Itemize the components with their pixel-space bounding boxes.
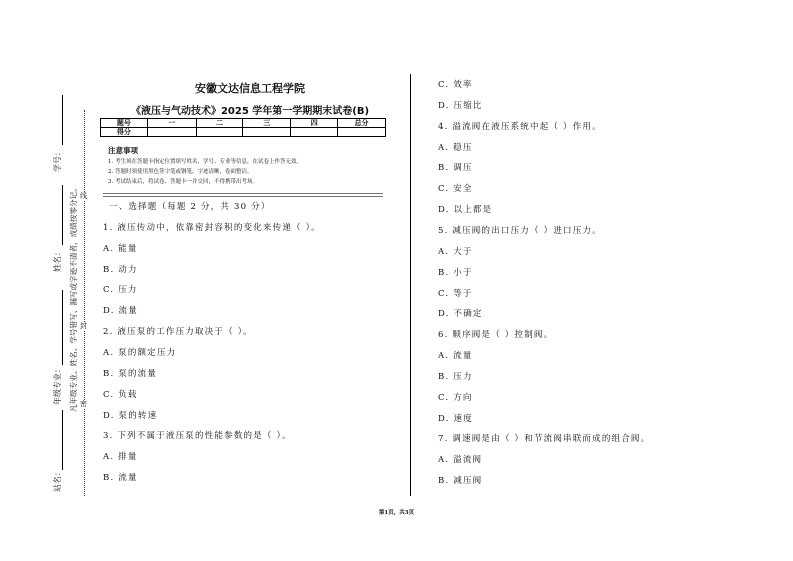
site-line [62, 410, 63, 470]
student-id-line [62, 95, 63, 145]
column-divider [410, 74, 411, 496]
question-stem: 3. 下列不属于液压泵的性能参数的是（ ）。 [103, 431, 292, 442]
seal-mi: 密 [80, 400, 87, 408]
answer-option: D. 速度 [438, 413, 473, 424]
answer-option: A. 泵的额定压力 [103, 347, 177, 358]
answer-option: C. 方向 [438, 392, 473, 403]
score-cell [196, 128, 243, 137]
seal-dotted-line [84, 110, 85, 496]
answer-option: D. 压缩比 [438, 100, 483, 111]
answer-option: C. 负载 [103, 389, 138, 400]
notice-item: 1. 考生须在答题卡指定位置填写姓名、学号、专业等信息，在试卷上作答无效。 [108, 159, 302, 165]
score-cell [291, 128, 338, 137]
answer-option: C. 安全 [438, 184, 473, 195]
question-stem: 1. 液压传动中，依靠密封容积的变化来传递（ ）。 [103, 222, 321, 233]
answer-option: B. 调压 [438, 163, 473, 174]
answer-option: C. 效率 [438, 80, 473, 90]
question-stem: 5. 减压阀的出口压力（ ）进口压力。 [438, 225, 602, 236]
answer-option: B. 小于 [438, 267, 473, 278]
score-header-cell: 总分 [338, 119, 386, 128]
question-stem: 6. 顺序阀是（ ）控制阀。 [438, 330, 554, 341]
seal-feng: 封 [80, 322, 87, 330]
score-header-cell: 题号 [101, 119, 148, 128]
answer-option: B. 泵的流量 [103, 368, 158, 379]
major-line [62, 290, 63, 365]
double-rule [103, 193, 383, 197]
answer-option: D. 流量 [103, 306, 138, 317]
school-name: 安徽文达信息工程学院 [195, 82, 305, 95]
answer-option: C. 压力 [103, 285, 138, 296]
exam-title: 《液压与气动技术》2025 学年第一学期期末试卷(B) [130, 106, 370, 117]
question-stem: 4. 溢流阀在液压系统中起（ ）作用。 [438, 121, 602, 132]
notice-item: 2. 答题时须使用黑色签字笔或钢笔，字迹清晰，卷面整洁。 [108, 169, 253, 175]
label-site: 站名： [53, 468, 62, 492]
answer-option: A. 稳压 [438, 142, 473, 153]
answer-option: A. 流量 [438, 351, 473, 362]
notice-title: 注意事项 [108, 146, 138, 155]
score-cell [338, 128, 386, 137]
seal-xian: 线 [80, 192, 87, 200]
score-header-cell: 三 [243, 119, 291, 128]
answer-option: C. 等于 [438, 288, 473, 299]
score-label-cell: 得分 [101, 128, 148, 137]
question-stem: 2. 液压泵的工作压力取决于（ ）。 [103, 327, 253, 338]
label-student-id: 学号： [53, 148, 62, 172]
score-header-cell: 一 [147, 119, 196, 128]
score-cell [243, 128, 291, 137]
section-heading: 一、选择题（每题 2 分，共 30 分） [109, 202, 271, 212]
answer-option: B. 流量 [103, 473, 138, 484]
answer-option: B. 压力 [438, 371, 473, 382]
score-table [100, 118, 386, 137]
score-header-cell: 四 [291, 119, 338, 128]
page-number: 第1页，共3页 [378, 510, 415, 516]
label-name: 姓名： [53, 248, 62, 272]
answer-option: A. 排量 [103, 452, 138, 463]
answer-option: A. 溢流阀 [438, 455, 483, 466]
notice-item: 3. 考试结束后，将试卷、答题卡一并交回，不得携带出考场。 [108, 179, 258, 185]
answer-option: B. 动力 [103, 264, 138, 275]
answer-option: A. 能量 [103, 243, 138, 254]
answer-option: D. 泵的转速 [103, 410, 158, 421]
question-stem: 7. 调速阀是由（ ）和节流阀串联而成的组合阀。 [438, 434, 651, 445]
answer-option: D. 以上都是 [438, 205, 493, 216]
answer-option: A. 大于 [438, 246, 473, 257]
label-major: 年级专业： [53, 365, 62, 405]
binding-warning: 凡年级专业、姓名、学号错写、漏写或字迹不清者，成绩按零分记。 [69, 184, 78, 412]
name-line [62, 185, 63, 245]
answer-option: B. 减压阀 [438, 476, 483, 487]
score-cell [147, 128, 196, 137]
score-header-cell: 二 [196, 119, 243, 128]
answer-option: D. 不确定 [438, 309, 483, 320]
